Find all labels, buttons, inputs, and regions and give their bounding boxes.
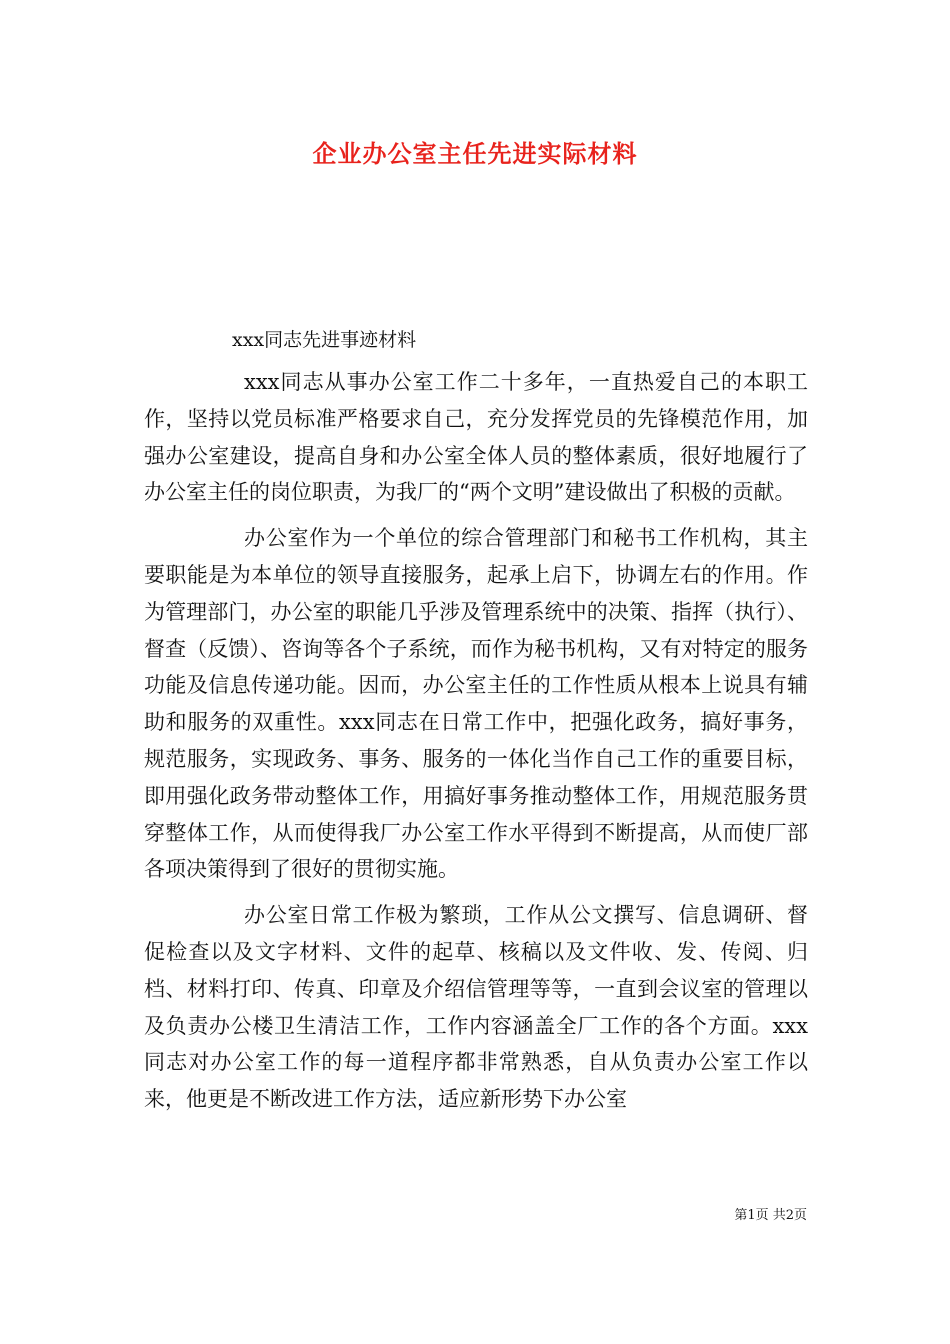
- document-subtitle: xxx同志先进事迹材料: [232, 329, 417, 351]
- body-paragraph-3: 办公室日常工作极为繁琐，工作从公文撰写、信息调研、督促检查以及文字材料、文件的起草、核稿以及文件收、发、传阅、归档、材料打印、传真、印章及介绍信管理等等，一直到会议室的管理以及负责办公楼卫生清洁工作，工作内容涵盖全厂工作的各个方面。xxx同志对办公室工作的每一道程序都非常熟悉，自从负责办公室工作以来，他更是不断改进工作方法，适应新形势下办公室: [144, 903, 808, 1112]
- body-paragraph-2: 办公室作为一个单位的综合管理部门和秘书工作机构，其主要职能是为本单位的领导直接服务，起承上启下，协调左右的作用。作为管理部门，办公室的职能几乎涉及管理系统中的决策、指挥（执行）、督查（反馈）、咨询等各个子系统，而作为秘书机构，又有对特定的服务功能及信息传递功能。因而，办公室主任的工作性质从根本上说具有辅助和服务的双重性。xxx同志在日常工作中，把强化政务，搞好事务，规范服务，实现政务、事务、服务的一体化当作自己工作的重要目标，即用强化政务带动整体工作，用搞好事务推动整体工作，用规范服务贯穿整体工作，从而使得我厂办公室工作水平得到不断提高，从而使厂部各项决策得到了很好的贯彻实施。: [144, 526, 808, 882]
- body-paragraph-1: xxx同志从事办公室工作二十多年，一直热爱自己的本职工作，坚持以党员标准严格要求自己，充分发挥党员的先锋模范作用，加强办公室建设，提高自身和办公室全体人员的整体素质，很好地履行了办公室主任的岗位职责，为我厂的“两个文明”建设做出了积极的贡献。: [144, 370, 808, 505]
- page-number-footer: 第1页 共2页: [734, 1208, 807, 1223]
- document-title: 企业办公室主任先进实际材料: [312, 139, 638, 168]
- document-body: [144, 364, 808, 1118]
